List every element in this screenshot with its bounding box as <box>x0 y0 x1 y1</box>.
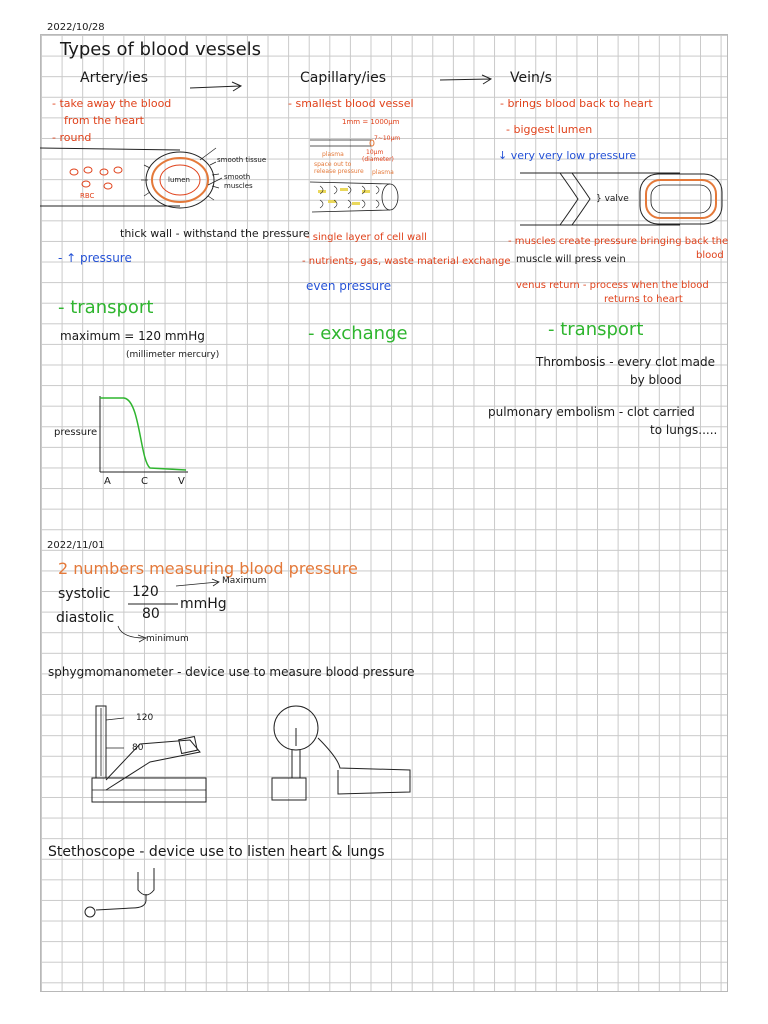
sphyg-note: sphygmomanometer - device use to measure blood pressure <box>48 665 415 679</box>
veins-muscle-note2: blood <box>696 250 724 261</box>
label-smooth: smooth <box>224 173 251 181</box>
graph-tick-a: A <box>104 476 111 487</box>
label-lumen: lumen <box>168 176 190 184</box>
bp-unit: mmHg <box>180 596 227 612</box>
cap-rbc-note: space out to <box>314 161 352 168</box>
capillaries-function: - exchange <box>308 323 408 344</box>
cap-size: 7~10μm <box>374 135 401 142</box>
arteries-heading: Artery/ies <box>80 70 148 86</box>
sphyg-80: 80 <box>132 743 144 753</box>
arteries-pressure-note: - ↑ pressure <box>58 251 132 265</box>
label-smooth-tissue: smooth tissue <box>217 156 267 164</box>
veins-return-note: venus return - process when the blood <box>516 280 709 291</box>
bp-num-80: 80 <box>142 606 160 622</box>
date-2: 2022/11/01 <box>47 540 105 551</box>
capillaries-pressure-note: even pressure <box>306 279 392 293</box>
veins-heading: Vein/s <box>510 70 552 86</box>
cap-plasma2: plasma <box>372 169 394 176</box>
bp-title: 2 numbers measuring blood pressure <box>58 559 358 578</box>
sphyg-120: 120 <box>136 713 154 723</box>
arteries-note-3: - round <box>52 131 92 144</box>
capillaries-exchange-note: - nutrients, gas, waste material exchange <box>302 256 511 267</box>
embolism: pulmonary embolism - clot carried <box>488 405 695 419</box>
cap-plasma: plasma <box>322 151 344 158</box>
graph-tick-v: V <box>178 476 185 487</box>
arteries-wall-note: thick wall - withstand the pressure <box>120 227 310 240</box>
diastolic-label: diastolic <box>56 610 115 626</box>
bp-maximum: Maximum <box>222 576 267 586</box>
veins-muscle-note3: muscle will press vein <box>516 254 626 265</box>
bp-num-120: 120 <box>132 584 159 600</box>
arteries-note-2: from the heart <box>64 114 144 127</box>
label-muscles: muscles <box>224 182 253 190</box>
arteries-function: - transport <box>58 297 154 318</box>
arteries-max-sub: (millimeter mercury) <box>126 350 220 360</box>
stetho-note: Stethoscope - device use to listen heart & lungs <box>48 844 385 860</box>
cap-scale: 1mm = 1000μm <box>342 118 400 126</box>
veins-pressure-note: ↓ very very low pressure <box>498 149 637 162</box>
capillaries-note-1: - smallest blood vessel <box>288 97 414 110</box>
thrombosis: Thrombosis - every clot made <box>536 355 715 369</box>
label-rbc: RBC <box>80 192 95 200</box>
veins-function: - transport <box>548 319 644 340</box>
capillaries-wall-note: - single layer of cell wall <box>306 232 427 243</box>
thrombosis-2: by blood <box>630 373 682 387</box>
embolism-2: to lungs..... <box>650 423 718 437</box>
date-1: 2022/10/28 <box>47 22 105 33</box>
capillaries-heading: Capillary/ies <box>300 70 387 86</box>
veins-note-2: - biggest lumen <box>506 123 593 136</box>
cap-rbc-note2: release pressure <box>314 168 364 175</box>
cap-diameter: 10μm <box>366 149 384 156</box>
veins-note-1: - brings blood back to heart <box>500 97 653 110</box>
graph-tick-c: C <box>141 476 148 487</box>
veins-muscle-note: - muscles create pressure bringing back the <box>508 236 729 247</box>
arteries-note-1: - take away the blood <box>52 97 172 110</box>
graph-ylabel: pressure <box>54 427 98 438</box>
systolic-label: systolic <box>58 586 111 602</box>
vein-valve-label: } valve <box>596 194 629 204</box>
arteries-max: maximum = 120 mmHg <box>60 329 205 343</box>
page-title: Types of blood vessels <box>60 39 262 60</box>
bp-minimum: minimum <box>146 634 189 644</box>
cap-diameter2: (diameter) <box>362 156 394 163</box>
veins-return-note2: returns to heart <box>604 294 683 305</box>
